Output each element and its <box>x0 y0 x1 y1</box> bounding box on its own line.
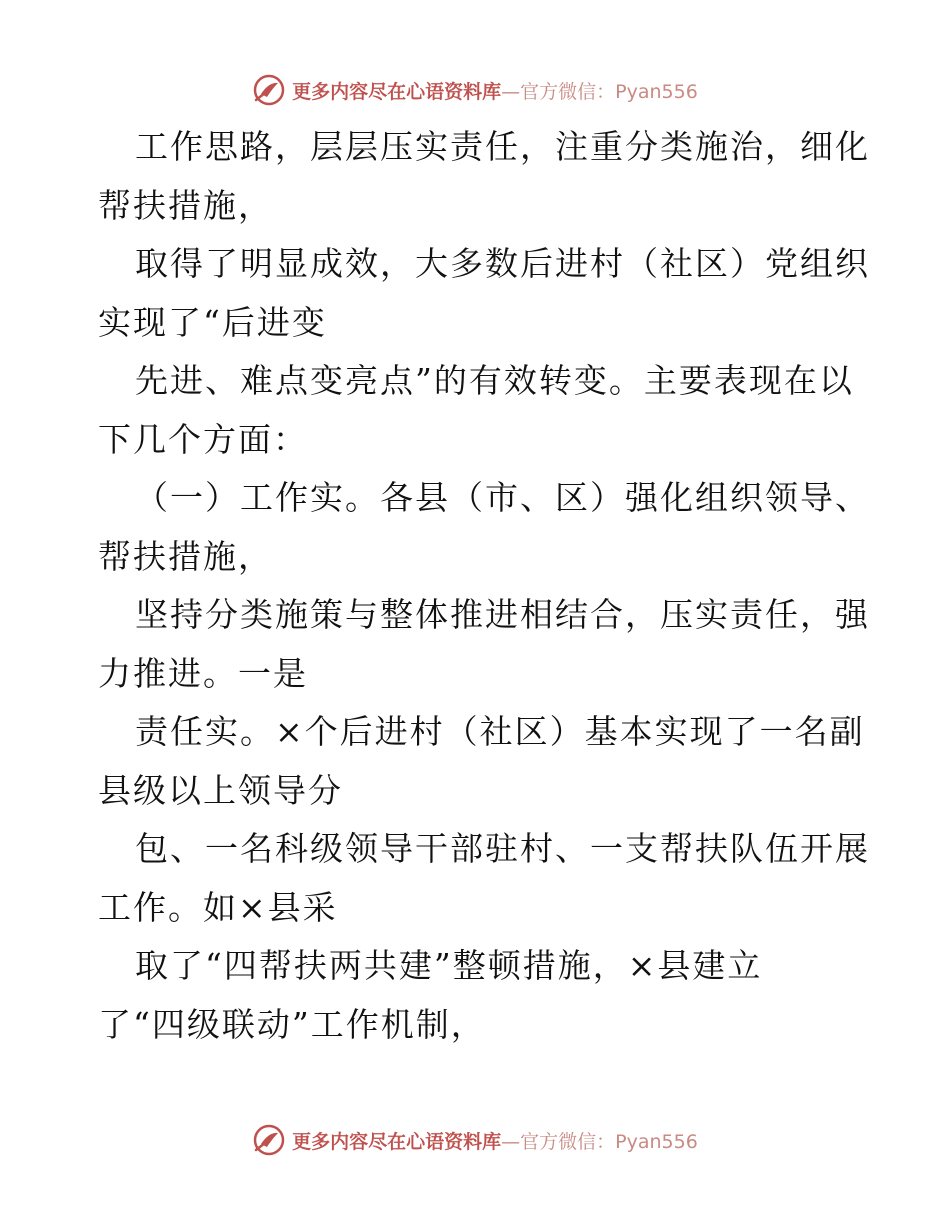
text-line: 力推进。一是 <box>98 653 308 693</box>
footer-watermark <box>0 1120 950 1160</box>
text-line: 工作思路，层层压实责任，注重分类施治，细化 <box>135 127 870 166</box>
watermark-text <box>292 77 698 104</box>
header-watermark <box>0 70 950 110</box>
text-line: 帮扶措施， <box>98 185 273 225</box>
text-line: （一）工作实。各县（市、区）强化组织领导、 <box>135 478 870 517</box>
watermark-dash: — <box>501 1130 521 1153</box>
text-line: 取得了明显成效，大多数后进村（社区）党组织 <box>135 244 870 283</box>
text-line: 取了“四帮扶两共建”整顿措施，×县建立 <box>135 946 763 985</box>
text-line: 帮扶措施， <box>98 536 273 576</box>
seal-logo-icon <box>252 1123 286 1157</box>
seal-logo-icon <box>252 73 286 107</box>
document-body <box>98 118 870 1054</box>
watermark-text <box>292 1127 698 1154</box>
text-line: 责任实。×个后进村（社区）基本实现了一名副 <box>135 712 865 751</box>
text-line: 县级以上领导分 <box>98 770 343 810</box>
watermark-site: 更多内容尽在心语资料库 <box>292 1130 502 1153</box>
text-line: 下几个方面： <box>98 419 308 459</box>
watermark-wechat: 官方微信：Pyan556 <box>520 1130 698 1153</box>
text-line: 先进、难点变亮点”的有效转变。主要表现在以 <box>135 361 854 400</box>
text-line: 工作。如×县采 <box>98 887 338 927</box>
text-line: 坚持分类施策与整体推进相结合，压实责任，强 <box>135 595 870 634</box>
watermark-site: 更多内容尽在心语资料库 <box>292 80 502 103</box>
watermark-dash: — <box>501 80 521 103</box>
text-line: 包、一名科级领导干部驻村、一支帮扶队伍开展 <box>135 829 870 868</box>
text-line: 实现了“后进变 <box>98 302 327 342</box>
text-line: 了“四级联动”工作机制， <box>98 1004 486 1044</box>
watermark-wechat: 官方微信：Pyan556 <box>520 80 698 103</box>
